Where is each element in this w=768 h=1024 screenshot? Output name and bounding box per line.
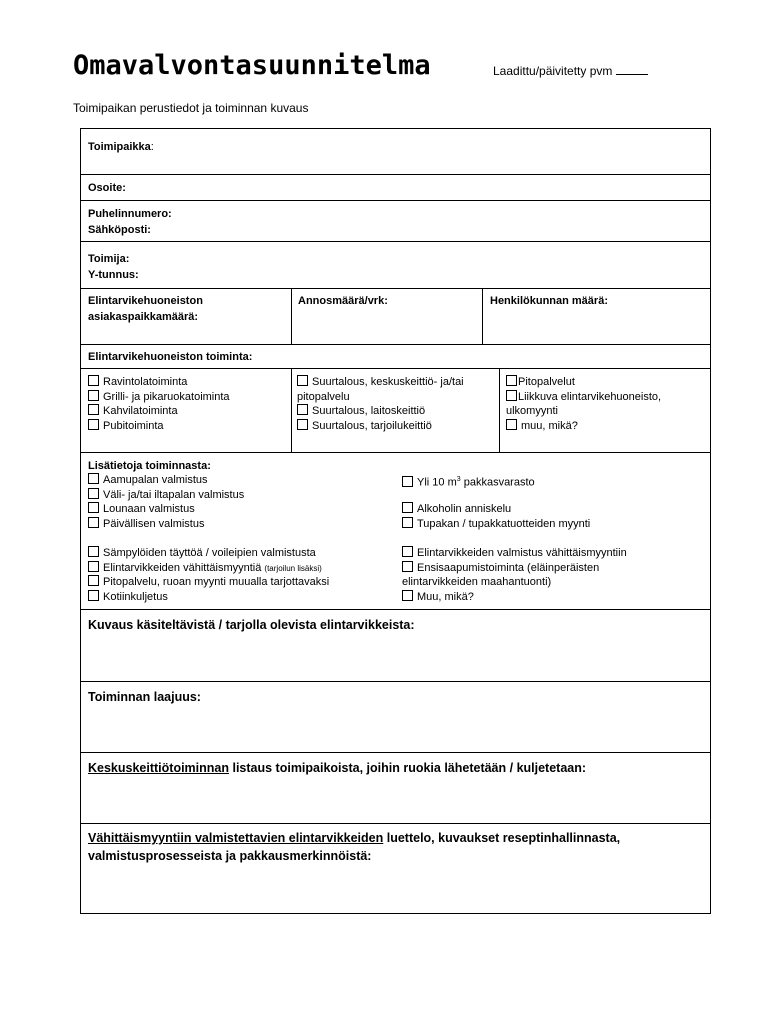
checkbox-box[interactable] xyxy=(297,404,308,415)
laajuus-label: Toiminnan laajuus: xyxy=(88,690,201,704)
checkbox-box[interactable] xyxy=(88,561,99,572)
checkbox-box[interactable] xyxy=(402,476,413,487)
kuvaus-label: Kuvaus käsiteltävistä / tarjolla olevista elintarvikkeista: xyxy=(88,618,415,632)
row-lisatiedot xyxy=(81,453,710,610)
checkbox-pitopalvelu-muualla[interactable]: Pitopalvelu, ruoan myynti muualla tarjottavaksi xyxy=(88,575,329,590)
row-osoite[interactable] xyxy=(81,175,710,201)
row-capacity xyxy=(81,289,710,345)
checkbox-box[interactable] xyxy=(88,419,99,430)
toiminta-label: Elintarvikehuoneiston toiminta: xyxy=(88,351,253,363)
row-toimija[interactable] xyxy=(81,242,710,289)
checkbox-elintarvikkeiden-valmistus[interactable]: Elintarvikkeiden valmistus vähittäismyyntiin xyxy=(402,546,627,561)
column-divider xyxy=(482,289,483,344)
row-laajuus[interactable] xyxy=(81,682,710,753)
checkbox-suurtalous-keskuskeittio[interactable]: Suurtalous, keskuskeittiö- ja/tai xyxy=(297,375,464,390)
checkbox-ensisaapumis-line2: elintarvikkeiden maahantuonti) xyxy=(402,576,552,588)
checkbox-ensisaapumis[interactable]: Ensisaapumistoiminta (eläinperäisten xyxy=(402,561,599,576)
toimija-label: Toimija: xyxy=(88,253,130,265)
checkbox-kotiinkuljetus[interactable]: Kotiinkuljetus xyxy=(88,590,168,605)
sahkoposti-label: Sähköposti: xyxy=(88,224,151,236)
toimipaikka-label: Toimipaikka: xyxy=(88,141,154,153)
checkbox-box[interactable] xyxy=(402,517,413,528)
asiakaspaikat-label-line1: Elintarvikehuoneiston xyxy=(88,295,203,307)
checkbox-box[interactable] xyxy=(297,419,308,430)
checkbox-suurtalous-tarjoilukeittio[interactable]: Suurtalous, tarjoilukeittiö xyxy=(297,419,432,434)
checkbox-liikkuva-line2: ulkomyynti xyxy=(506,405,558,417)
row-contact[interactable] xyxy=(81,201,710,242)
lisatiedot-heading: Lisätietoja toiminnasta: xyxy=(88,460,211,472)
row-toiminta-options xyxy=(81,369,710,453)
document-title: Omavalvontasuunnitelma xyxy=(73,50,431,81)
checkbox-pakkasvarasto[interactable]: Yli 10 $m^3$ pakkasvarasto xyxy=(402,473,535,490)
checkbox-box[interactable] xyxy=(88,502,99,513)
checkbox-sampylat[interactable]: Sämpylöiden täyttöä / voileipien valmistusta xyxy=(88,546,316,561)
keskuskeittio-label: Keskuskeittiötoiminnan listaus toimipaikoista, joihin ruokia lähetetään / kuljetetaan: xyxy=(88,761,587,775)
checkbox-paivallinen[interactable]: Päivällisen valmistus xyxy=(88,517,204,532)
checkbox-ravintolatoiminta[interactable]: Ravintolatoiminta xyxy=(88,375,187,390)
checkbox-liikkuva[interactable]: Liikkuva elintarvikehuoneisto, xyxy=(506,390,661,405)
ytunnus-label: Y-tunnus: xyxy=(88,269,139,281)
column-divider xyxy=(291,369,292,452)
checkbox-box[interactable] xyxy=(402,590,413,601)
checkbox-pubi[interactable]: Pubitoiminta xyxy=(88,419,164,434)
checkbox-grilli[interactable]: Grilli- ja pikaruokatoiminta xyxy=(88,390,230,405)
column-divider xyxy=(499,369,500,452)
checkbox-box[interactable] xyxy=(506,390,517,401)
checkbox-vahittaismyynti[interactable]: Elintarvikkeiden vähittäismyyntiä (tarjoilun lisäksi) xyxy=(88,561,322,577)
checkbox-box[interactable] xyxy=(88,488,99,499)
checkbox-anniskelu[interactable]: Alkoholin anniskelu xyxy=(402,502,511,517)
annosmaara-label: Annosmäärä/vrk: xyxy=(298,295,388,307)
row-toiminta-heading xyxy=(81,345,710,369)
asiakaspaikat-label-line2: asiakaspaikkamäärä: xyxy=(88,311,199,323)
date-field[interactable] xyxy=(493,64,648,78)
osoite-label: Osoite: xyxy=(88,182,126,194)
checkbox-box[interactable] xyxy=(402,546,413,557)
column-divider xyxy=(291,289,292,344)
checkbox-box[interactable] xyxy=(402,502,413,513)
checkbox-valipala[interactable]: Väli- ja/tai iltapalan valmistus xyxy=(88,488,244,503)
checkbox-box[interactable] xyxy=(506,419,517,430)
date-blank-line xyxy=(616,74,648,75)
checkbox-tupakka[interactable]: Tupakan / tupakkatuotteiden myynti xyxy=(402,517,590,532)
row-toimipaikka[interactable] xyxy=(81,129,710,175)
checkbox-suurtalous-keskuskeittio-line2: pitopalvelu xyxy=(297,390,350,403)
checkbox-box[interactable] xyxy=(88,375,99,386)
checkbox-box[interactable] xyxy=(88,473,99,484)
puhelinnumero-label: Puhelinnumero: xyxy=(88,208,172,220)
row-vahittaismyynti[interactable] xyxy=(81,824,710,913)
checkbox-suurtalous-laitoskeittio[interactable]: Suurtalous, laitoskeittiö xyxy=(297,404,425,419)
checkbox-box[interactable] xyxy=(506,375,517,386)
checkbox-box[interactable] xyxy=(88,590,99,601)
checkbox-box[interactable] xyxy=(297,375,308,386)
checkbox-lounas[interactable]: Lounaan valmistus xyxy=(88,502,195,517)
date-label: Laadittu/päivitetty pvm xyxy=(493,64,613,78)
row-kuvaus[interactable] xyxy=(81,610,710,682)
checkbox-box[interactable] xyxy=(88,390,99,401)
section-subtitle: Toimipaikan perustiedot ja toiminnan kuvaus xyxy=(73,101,309,115)
checkbox-box[interactable] xyxy=(88,546,99,557)
checkbox-box[interactable] xyxy=(402,561,413,572)
checkbox-box[interactable] xyxy=(88,517,99,528)
checkbox-box[interactable] xyxy=(88,404,99,415)
vahittaismyynti-label-line2: valmistusprosesseista ja pakkausmerkinnöistä: xyxy=(88,849,372,863)
vahittaismyynti-label: Vähittäismyyntiin valmistettavien elintarvikkeiden luettelo, kuvaukset reseptinhallinnasta, xyxy=(88,831,621,845)
checkbox-kahvila[interactable]: Kahvilatoiminta xyxy=(88,404,178,419)
checkbox-aamupala[interactable]: Aamupalan valmistus xyxy=(88,473,208,488)
checkbox-muu-mika[interactable]: Muu, mikä? xyxy=(402,590,474,605)
checkbox-box[interactable] xyxy=(88,575,99,586)
checkbox-muu[interactable]: muu, mikä? xyxy=(506,419,578,434)
basic-info-form xyxy=(80,128,711,914)
henkilokunta-label: Henkilökunnan määrä: xyxy=(490,295,608,307)
row-keskuskeittio[interactable] xyxy=(81,753,710,824)
checkbox-pitopalvelut[interactable]: Pitopalvelut xyxy=(506,375,575,390)
